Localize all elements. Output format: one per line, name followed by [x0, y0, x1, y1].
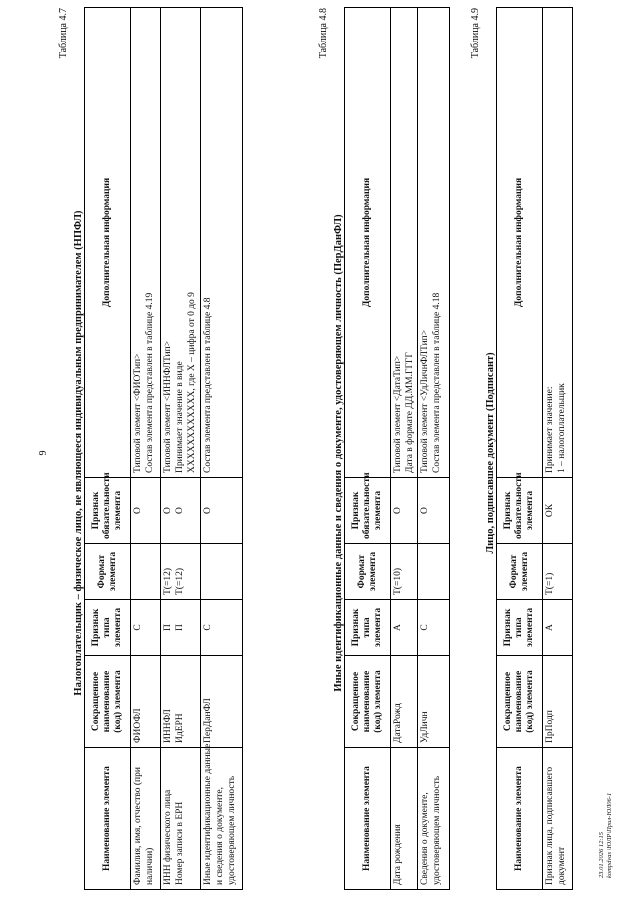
data-table — [84, 7, 243, 890]
header-row — [85, 8, 131, 890]
cell-line: ОК — [545, 503, 555, 518]
cell-line: XXXXXXXXXXXX, где X – цифра от 0 до 9 — [187, 292, 197, 473]
cell-line: П — [175, 624, 185, 631]
cell-format — [131, 544, 161, 600]
column-header: Сокращенное наименование (код) элемента — [497, 656, 543, 748]
cell-format — [543, 544, 573, 600]
column-header: Сокращенное наименование (код) элемента — [85, 656, 131, 748]
cell-line: Состав элемента представлен в таблице 4.8 — [203, 297, 213, 473]
cell-line: ПрПодп — [545, 710, 555, 743]
header-row — [345, 8, 391, 890]
page-number: 9 — [38, 450, 49, 456]
cell-line: О — [420, 507, 430, 514]
cell-line: Состав элемента представлен в таблице 4.18 — [432, 292, 442, 473]
cell-info — [201, 8, 243, 478]
cell-name — [201, 743, 243, 890]
cell-line: документ — [557, 846, 567, 885]
table-title: Налогоплательщик – физическое лицо, не являющееся индивидуальным предпринимателем (НПФЛ) — [73, 210, 84, 696]
cell-line: Сведения о документе, — [420, 792, 430, 885]
cell-line: ДатаРожд — [393, 703, 403, 743]
cell-name — [391, 748, 418, 890]
table-row — [131, 8, 161, 890]
cell-code — [418, 656, 450, 748]
column-header: Формат элемента — [497, 544, 543, 600]
cell-name — [161, 748, 201, 890]
cell-line: УдЛичн — [420, 711, 430, 743]
data-table — [496, 7, 573, 890]
table-row — [543, 8, 573, 890]
table-label: Таблица 4.9 — [470, 8, 481, 59]
cell-line: С — [420, 624, 430, 631]
cell-info — [161, 8, 201, 478]
cell-info — [418, 8, 450, 478]
footer-stamp — [598, 793, 614, 878]
cell-line: О — [163, 507, 173, 514]
cell-line: А — [393, 624, 403, 631]
cell-line: Типовой элемент <ФИОТип> — [133, 353, 143, 473]
column-header: Признак типа элемента — [345, 600, 391, 656]
cell-line: Типовой элемент <ДатаТип> — [393, 355, 403, 473]
cell-info — [391, 8, 418, 478]
cell-req — [201, 478, 243, 544]
cell-format — [418, 544, 450, 600]
table-title: Иные идентификационные данные и сведения о документе, удостоверяющем личность (ПерДанФЛ) — [333, 214, 344, 692]
cell-type — [543, 600, 573, 656]
cell-line: T(=1) — [545, 572, 555, 595]
cell-code — [131, 656, 161, 748]
table-label: Таблица 4.8 — [318, 8, 329, 59]
cell-line: ФИОФЛ — [133, 708, 143, 743]
table-row — [161, 8, 201, 890]
cell-req — [131, 478, 161, 544]
rotated-content — [0, 8, 640, 898]
column-header: Сокращенное наименование (код) элемента — [345, 656, 391, 748]
cell-line: удостоверяющем личность — [432, 775, 442, 885]
cell-line: ИННФЛ — [163, 709, 173, 743]
cell-line: 1 – налогоплательщик — [557, 383, 567, 473]
column-header: Признак типа элемента — [497, 600, 543, 656]
table-label: Таблица 4.7 — [58, 8, 69, 59]
cell-name — [543, 748, 573, 890]
footer-line: 23.01.2026 12:15 — [598, 831, 605, 878]
table-row — [418, 8, 450, 890]
cell-line: ИНН физического лица — [163, 789, 173, 885]
footer-line: kompdvas \ЮЛР\Прил-ЮЛ06-1 — [606, 792, 613, 878]
cell-line: Состав элемента представлен в таблице 4.19 — [145, 292, 155, 473]
cell-line: Дата в формате ДД.ММ.ГГГГ — [405, 352, 415, 473]
cell-line: О — [203, 507, 213, 514]
column-header: Признак обязательности элемента — [345, 478, 391, 544]
column-header: Признак обязательности элемента — [497, 478, 543, 544]
column-header: Признак типа элемента — [85, 600, 131, 656]
table-title: Лицо, подписавшее документ (Подписант) — [485, 352, 496, 554]
column-header: Формат элемента — [345, 544, 391, 600]
cell-line: Типовой элемент <УдЛичнФЛТип> — [420, 329, 430, 473]
cell-format — [391, 544, 418, 600]
cell-format — [161, 544, 201, 600]
cell-line: удостоверяющем личность — [227, 775, 237, 885]
cell-req — [161, 478, 201, 544]
cell-code — [161, 656, 201, 748]
cell-req — [418, 478, 450, 544]
cell-line: Признак лица, подписавшего — [545, 766, 555, 885]
column-header: Наименование элемента — [345, 748, 391, 890]
cell-line: Иные идентификационные данные — [203, 743, 213, 885]
cell-type — [131, 600, 161, 656]
cell-type — [418, 600, 450, 656]
cell-line: и сведения о документе, — [215, 786, 225, 885]
cell-line: ИдЕРН — [175, 713, 185, 743]
cell-info — [131, 8, 161, 478]
cell-line: ПерДанФЛ — [203, 698, 213, 743]
cell-name — [131, 748, 161, 890]
cell-line: Номер записи в ЕРН — [175, 801, 185, 885]
cell-line: T(=10) — [393, 568, 403, 595]
cell-line: Принимает значение: — [545, 386, 555, 473]
column-header: Дополнительная информация — [345, 8, 391, 478]
cell-req — [543, 478, 573, 544]
cell-type — [161, 600, 201, 656]
table-row — [201, 8, 243, 890]
column-header: Наименование элемента — [85, 748, 131, 890]
cell-format — [201, 544, 243, 600]
cell-line: О — [393, 507, 403, 514]
column-header: Дополнительная информация — [497, 8, 543, 478]
cell-line: T(=12) — [175, 568, 185, 595]
cell-line: О — [175, 507, 185, 514]
cell-line: наличии) — [145, 847, 155, 885]
cell-name — [418, 748, 450, 890]
cell-line: С — [203, 624, 213, 631]
table-row — [391, 8, 418, 890]
cell-line: T(=12) — [163, 568, 173, 595]
cell-line: О — [133, 507, 143, 514]
cell-type — [201, 600, 243, 656]
cell-info — [543, 8, 573, 478]
cell-req — [391, 478, 418, 544]
column-header: Наименование элемента — [497, 748, 543, 890]
cell-line: П — [163, 624, 173, 631]
cell-line: С — [133, 624, 143, 631]
cell-line: Принимает значение в виде — [175, 361, 185, 473]
header-row — [497, 8, 543, 890]
cell-code — [201, 656, 243, 748]
cell-line: Типовой элемент <ИННФЛТип> — [163, 340, 173, 473]
column-header: Дополнительная информация — [85, 8, 131, 478]
data-table — [344, 7, 450, 890]
column-header: Формат элемента — [85, 544, 131, 600]
cell-type — [391, 600, 418, 656]
cell-line: Фамилия, имя, отчество (при — [133, 767, 143, 885]
cell-code — [543, 656, 573, 748]
cell-code — [391, 656, 418, 748]
column-header: Признак обязательности элемента — [85, 478, 131, 544]
cell-line: А — [545, 624, 555, 631]
cell-line: Дата рождения — [393, 824, 403, 885]
